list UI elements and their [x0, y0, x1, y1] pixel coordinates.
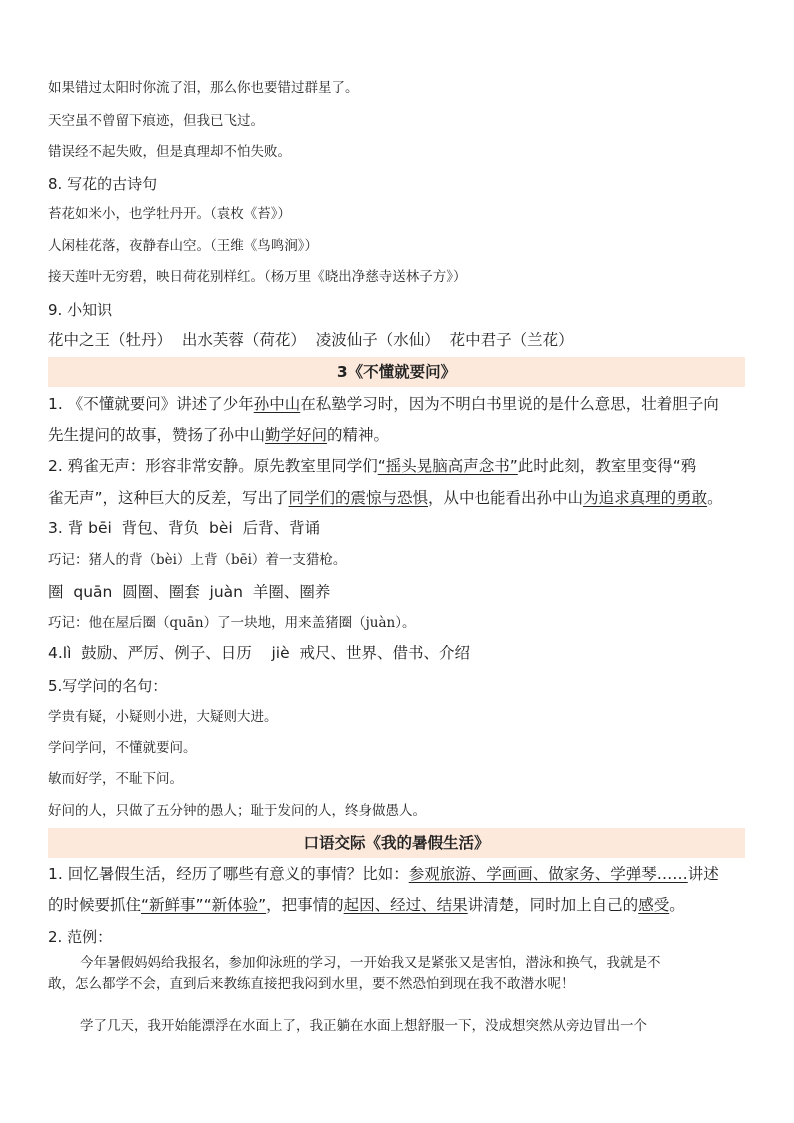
section-heading-9: 9. 小知识 [48, 301, 113, 319]
text: 的时候要抓住 [48, 896, 142, 914]
poem-line: 接天莲叶无穷碧，映日荷花别样红。（杨万里《晓出净慈寺送林子方》） [48, 269, 467, 285]
proverb-line: 敏而好学，不耻下问。 [48, 771, 183, 787]
proverb-line: 学问学问，不懂就要问。 [48, 740, 197, 756]
text: 1. 《不懂就要问》讲述了少年 [48, 395, 254, 413]
text: 讲清楚，同时加上自己的 [467, 896, 639, 914]
mnemonic-tip: 巧记：他在屋后圈（quān）了一块地，用来盖猪圈（juàn）。 [48, 615, 416, 631]
poem-line: 人闲桂花落，夜静春山空。（王维《鸟鸣涧》） [48, 238, 318, 254]
section-heading-8: 8. 写花的古诗句 [48, 175, 158, 193]
quote-line: 天空虽不曾留下痕迹，但我已飞过。 [48, 113, 264, 129]
oral-banner: 口语交际《我的暑假生活》 [48, 828, 745, 858]
underlined-keyword: 起因、经过、结果 [343, 896, 468, 914]
lesson3-p1-line1 [48, 397, 719, 413]
section-heading-5: 5.写学问的名句： [48, 677, 168, 695]
lesson3-p2-line1 [48, 459, 696, 475]
lesson-banner: 3《不懂就要问》 [48, 357, 745, 387]
underlined-keyword: “新鲜事”“新体验” [141, 896, 267, 914]
proverb-line: 好问的人，只做了五分钟的愚人；耻于发问的人，终身做愚人。 [48, 803, 426, 819]
example-text: 今年暑假妈妈给我报名，参加仰泳班的学习，一开始我又是紧张又是害怕，潜泳和换气，我就是不 [80, 955, 661, 971]
text: 1. 回忆暑假生活，经历了哪些有意义的事情？比如： [48, 865, 409, 883]
oral-p1-line2 [48, 898, 685, 914]
mnemonic-tip: 巧记：猪人的背（bèi）上背（bēi）着一支猎枪。 [48, 552, 347, 568]
underlined-keyword: 孙中山 [253, 395, 301, 413]
text: 2. 鸦雀无声：形容非常安静。原先教室里同学们 [48, 457, 378, 475]
oral-p1-line1 [48, 867, 719, 883]
polyphone-quan: 圈 quān 圆圈、圈套 juàn 羊圈、圈养 [48, 583, 331, 601]
polyphone-bei: 3. 背 bēi 背包、背负 bèi 后背、背诵 [48, 519, 321, 537]
underlined-keyword: “摇头晃脑高声念书” [377, 457, 518, 475]
underlined-keyword: 感受 [638, 896, 670, 914]
text: 在私塾学习时，因为不明白书里说的是什么意思，壮着胆子向 [300, 395, 719, 413]
knowledge-line: 花中之王（牡丹） 出水芙蓉（荷花） 凌波仙子（水仙） 花中君子（兰花） [48, 331, 574, 349]
section-heading-example: 2. 范例： [48, 928, 113, 946]
text: ，把事情的 [266, 896, 344, 914]
text: 讲述 [687, 865, 719, 883]
lesson3-p2-line2 [48, 491, 723, 507]
poem-line: 苔花如米小，也学牡丹开。（袁枚《苔》） [48, 206, 291, 222]
quote-line: 错误经不起失败，但是真理却不怕失败。 [48, 144, 291, 160]
text: 先生提问的故事，赞扬了孙中山 [48, 426, 266, 444]
text: 的精神。 [327, 426, 390, 444]
quote-line: 如果错过太阳时你流了泪，那么你也要错过群星了。 [48, 80, 359, 96]
example-text: 学了几天，我开始能漂浮在水面上了，我正躺在水面上想舒服一下，没成想突然从旁边冒出一个 [80, 1018, 647, 1034]
lesson3-p1-line2 [48, 428, 389, 444]
underlined-keyword: 参观旅游、学画画、做家务、学弹琴…… [408, 865, 688, 883]
example-text: 敢，怎么都学不会，直到后来教练直接把我闷到水里，要不然恐怕到现在我不敢潜水呢！ [48, 976, 575, 992]
text: 此时此刻，教室里变得“鸦 [517, 457, 697, 475]
underlined-keyword: 同学们的震惊与恐惧 [288, 489, 429, 507]
text: 。 [707, 489, 723, 507]
text: 雀无声”，这种巨大的反差，写出了 [48, 489, 289, 507]
underlined-keyword: 为追求真理的勇敢 [583, 489, 708, 507]
proverb-line: 学贵有疑，小疑则小进，大疑则大进。 [48, 709, 278, 725]
text: ，从中也能看出孙中山 [428, 489, 584, 507]
text: 。 [669, 896, 685, 914]
underlined-keyword: 勤学好问 [265, 426, 328, 444]
homophone-line: 4.lì 鼓励、严厉、例子、日历 jiè 戒尺、世界、借书、介绍 [48, 644, 470, 662]
